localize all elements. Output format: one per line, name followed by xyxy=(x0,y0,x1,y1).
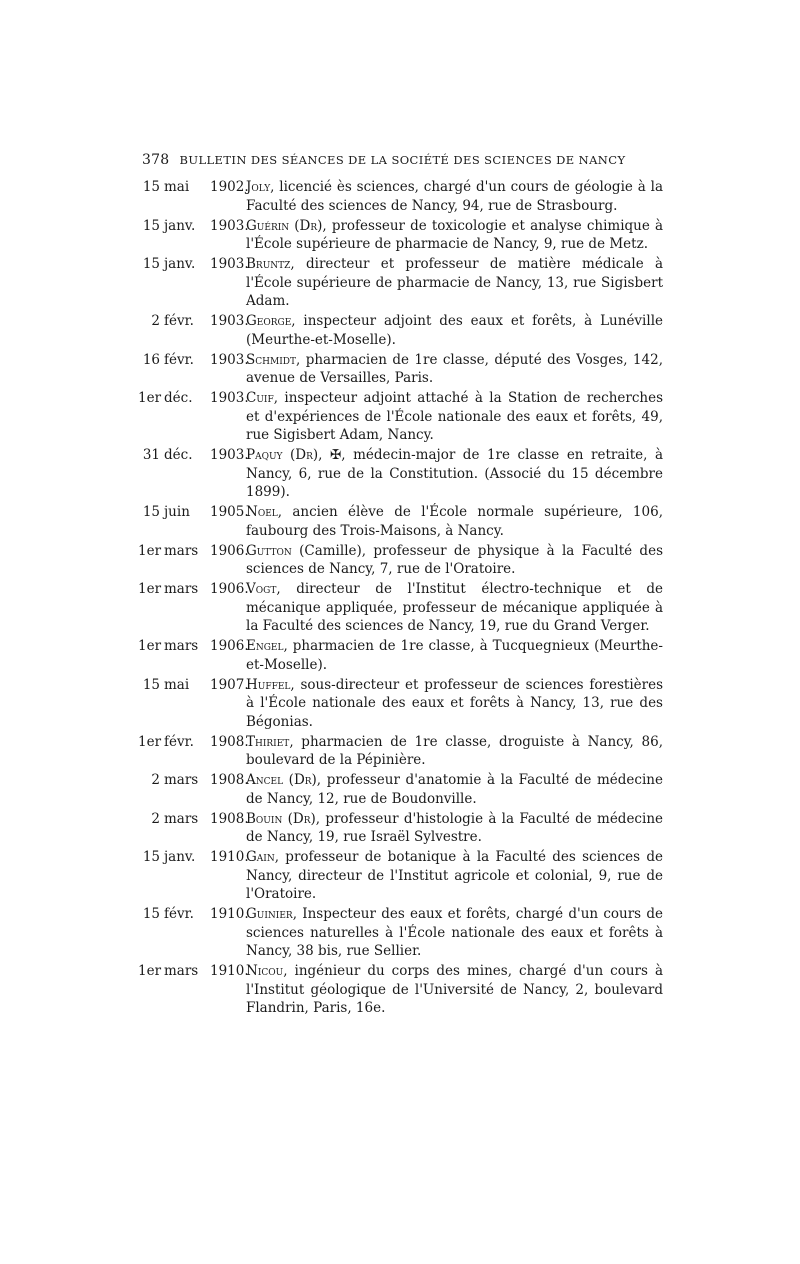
member-description: ancien élève de l'École normale supérieure, 106, faubourg des Trois-Maisons, à Nancy. xyxy=(246,504,663,539)
entry-month: févr. xyxy=(164,906,194,922)
entry-day: 15 xyxy=(142,906,160,922)
page-header xyxy=(142,152,662,168)
list-item xyxy=(138,771,663,808)
member-name: Paquy (Dr), ✠, xyxy=(246,447,346,463)
member-description: professeur d'anatomie à la Faculté de médecine de Nancy, 12, rue de Boudonville. xyxy=(246,772,663,807)
entry-date xyxy=(138,810,249,829)
entry-date xyxy=(138,178,249,197)
entry-day: 15 xyxy=(142,849,160,865)
list-item xyxy=(138,848,663,904)
entry-month: janv. xyxy=(164,256,196,272)
member-name: Joly, xyxy=(246,179,275,195)
entry-text xyxy=(246,351,663,388)
entry-month: déc. xyxy=(164,390,193,406)
member-name: Huffel, xyxy=(246,676,295,693)
entry-day: 15 xyxy=(142,179,160,195)
list-item xyxy=(138,217,663,254)
entry-month: mars xyxy=(164,581,199,597)
member-description: ingénieur du corps des mines, chargé d'un cours à l'Institut géologique de l'Université de Nancy, 2, boulevard Flandrin, Paris, 16e. xyxy=(246,963,663,1016)
entry-year: 1903. xyxy=(210,256,249,272)
entry-year: 1908. xyxy=(210,810,249,827)
list-item xyxy=(138,389,663,445)
member-description: pharmacien de 1re classe, député des Vosges, 142, avenue de Versailles, Paris. xyxy=(246,351,663,386)
entry-year: 1906. xyxy=(210,638,249,654)
entry-year: 1906. xyxy=(210,581,249,597)
entry-date xyxy=(138,255,249,274)
member-description: pharmacien de 1re classe, droguiste à Nancy, 86, boulevard de la Pépinière. xyxy=(246,733,663,768)
entry-text xyxy=(246,446,663,502)
entry-date xyxy=(138,503,249,522)
entry-day: 15 xyxy=(142,676,160,693)
entry-day: 2 xyxy=(151,772,160,788)
entry-day: 15 xyxy=(142,217,160,234)
entry-month: mars xyxy=(164,772,199,788)
entry-text xyxy=(246,580,663,636)
member-name: Engel, xyxy=(246,638,288,654)
entry-date xyxy=(138,962,249,981)
member-description: Inspecteur des eaux et forêts, chargé d'un cours de sciences naturelles à l'École nationale des eaux et forêts à Nancy, 38 bis, rue Sellier. xyxy=(246,906,663,959)
member-description: inspecteur adjoint des eaux et forêts, à Lunéville (Meurthe-et-Moselle). xyxy=(246,313,663,348)
member-description: pharmacien de 1re classe, à Tucquegnieux (Meurthe-et-Moselle). xyxy=(246,638,663,673)
member-description: (Camille), professeur de physique à la Faculté des sciences de Nancy, 7, rue de l'Oratoire. xyxy=(246,542,663,577)
entry-date xyxy=(138,580,249,599)
member-name: Gutton xyxy=(246,542,292,559)
entry-month: févr. xyxy=(164,733,194,750)
entry-day: 31 xyxy=(142,447,160,463)
entry-year: 1907. xyxy=(210,676,249,693)
entry-year: 1908. xyxy=(210,733,249,750)
list-item xyxy=(138,446,663,502)
page-number: 378 xyxy=(142,152,170,168)
entry-month: mars xyxy=(164,963,199,979)
entry-day: 16 xyxy=(142,351,160,368)
member-name: George, xyxy=(246,313,296,329)
member-name: Thiriet, xyxy=(246,733,294,750)
entry-month: mars xyxy=(164,638,199,654)
entry-date xyxy=(138,771,249,790)
member-name: Guinier, xyxy=(246,906,297,922)
entry-text xyxy=(246,962,663,1018)
member-description: directeur de l'Institut électro-technique et de mécanique appliquée, professeur de mécanique appliquée à la Faculté des sciences de Nancy, 19, rue du Grand Verger. xyxy=(246,581,663,634)
entry-date xyxy=(138,312,249,331)
list-item xyxy=(138,178,663,215)
list-item xyxy=(138,733,663,770)
entry-text xyxy=(246,848,663,904)
entry-month: mai xyxy=(164,676,190,693)
member-name: Bouin (Dr), xyxy=(246,810,321,827)
entry-year: 1902. xyxy=(210,179,249,195)
entry-date xyxy=(138,446,249,465)
member-description: licencié ès sciences, chargé d'un cours de géologie à la Faculté des sciences de Nancy, 94, rue de Strasbourg. xyxy=(246,179,663,214)
entry-text xyxy=(246,676,663,732)
entry-year: 1903. xyxy=(210,217,249,234)
entry-date xyxy=(138,217,249,236)
member-description: professeur d'histologie à la Faculté de médecine de Nancy, 19, rue Israël Sylvestre. xyxy=(246,810,663,845)
entry-day: 15 xyxy=(142,504,160,520)
member-name: Nicou, xyxy=(246,963,288,979)
entry-month: janv. xyxy=(164,849,196,865)
member-name: Noel, xyxy=(246,504,283,520)
entry-year: 1903. xyxy=(210,313,249,329)
entry-year: 1910. xyxy=(210,906,249,922)
entry-text xyxy=(246,217,663,254)
list-item xyxy=(138,312,663,349)
entry-day: 1er xyxy=(138,581,162,597)
list-item xyxy=(138,905,663,961)
entry-month: janv. xyxy=(164,217,196,234)
list-item xyxy=(138,962,663,1018)
entry-text xyxy=(246,255,663,311)
list-item xyxy=(138,542,663,579)
entry-year: 1910. xyxy=(210,849,249,865)
entry-date xyxy=(138,542,249,561)
entry-date xyxy=(138,351,249,370)
entry-text xyxy=(246,771,663,808)
entry-month: févr. xyxy=(164,351,194,368)
member-description: médecin-major de 1re classe en retraite, à Nancy, 6, rue de la Constitution. (Associé du 15 décembre 1899). xyxy=(246,447,663,500)
entry-year: 1903. xyxy=(210,447,249,463)
entry-date xyxy=(138,733,249,752)
entry-day: 1er xyxy=(138,638,162,654)
member-name: Gain, xyxy=(246,849,280,865)
entry-date xyxy=(138,905,249,924)
member-name: Ancel (Dr), xyxy=(246,772,322,788)
member-name: Schmidt, xyxy=(246,351,301,368)
entry-year: 1908. xyxy=(210,772,249,788)
entry-text xyxy=(246,542,663,579)
entry-text xyxy=(246,389,663,445)
entry-day: 15 xyxy=(142,256,160,272)
entry-day: 1er xyxy=(138,390,162,406)
entry-text xyxy=(246,637,663,674)
entry-text xyxy=(246,905,663,961)
entry-year: 1903. xyxy=(210,390,249,406)
list-item xyxy=(138,810,663,847)
entry-text xyxy=(246,733,663,770)
member-list xyxy=(138,178,663,1018)
entry-year: 1906. xyxy=(210,542,249,559)
member-description: sous-directeur et professeur de sciences forestières à l'École nationale des eaux et forêts à Nancy, 13, rue des Bégonias. xyxy=(246,676,663,730)
entry-text xyxy=(246,178,663,215)
entry-text xyxy=(246,503,663,540)
member-name: Cuif, xyxy=(246,390,279,406)
list-item xyxy=(138,580,663,636)
entry-year: 1910. xyxy=(210,963,249,979)
entry-year: 1905. xyxy=(210,504,249,520)
entry-day: 1er xyxy=(138,963,162,979)
entry-month: févr. xyxy=(164,313,194,329)
entry-day: 2 xyxy=(151,313,160,329)
list-item xyxy=(138,676,663,732)
running-title: BULLETIN DES SÉANCES DE LA SOCIÉTÉ DES SCIENCES DE NANCY xyxy=(179,153,626,167)
list-item xyxy=(138,503,663,540)
entry-text xyxy=(246,810,663,847)
entry-month: mars xyxy=(164,810,199,827)
entry-month: mars xyxy=(164,542,199,559)
entry-day: 2 xyxy=(151,810,160,827)
list-item xyxy=(138,351,663,388)
list-item xyxy=(138,637,663,674)
entry-month: juin xyxy=(164,504,190,520)
member-description: directeur et professeur de matière médicale à l'École supérieure de pharmacie de Nancy, 13, rue Sigisbert Adam. xyxy=(246,256,664,309)
entry-date xyxy=(138,637,249,656)
entry-date xyxy=(138,848,249,867)
entry-date xyxy=(138,676,249,695)
member-name: Guérin (Dr), xyxy=(246,217,327,234)
member-description: professeur de toxicologie et analyse chimique à l'École supérieure de pharmacie de Nancy, 9, rue de Metz. xyxy=(246,217,664,252)
entry-month: déc. xyxy=(164,447,193,463)
entry-year: 1903. xyxy=(210,351,249,368)
entry-day: 1er xyxy=(138,733,162,750)
entry-date xyxy=(138,389,249,408)
entry-day: 1er xyxy=(138,542,162,559)
member-description: professeur de botanique à la Faculté des sciences de Nancy, directeur de l'Institut agricole et colonial, 9, rue de l'Oratoire. xyxy=(246,849,663,902)
entry-month: mai xyxy=(164,179,190,195)
member-name: Bruntz, xyxy=(246,256,295,272)
entry-text xyxy=(246,312,663,349)
list-item xyxy=(138,255,663,311)
member-name: Vogt, xyxy=(246,581,281,597)
member-description: inspecteur adjoint attaché à la Station de recherches et d'expériences de l'École nationale des eaux et forêts, 49, rue Sigisbert Adam, Nancy. xyxy=(246,390,664,443)
